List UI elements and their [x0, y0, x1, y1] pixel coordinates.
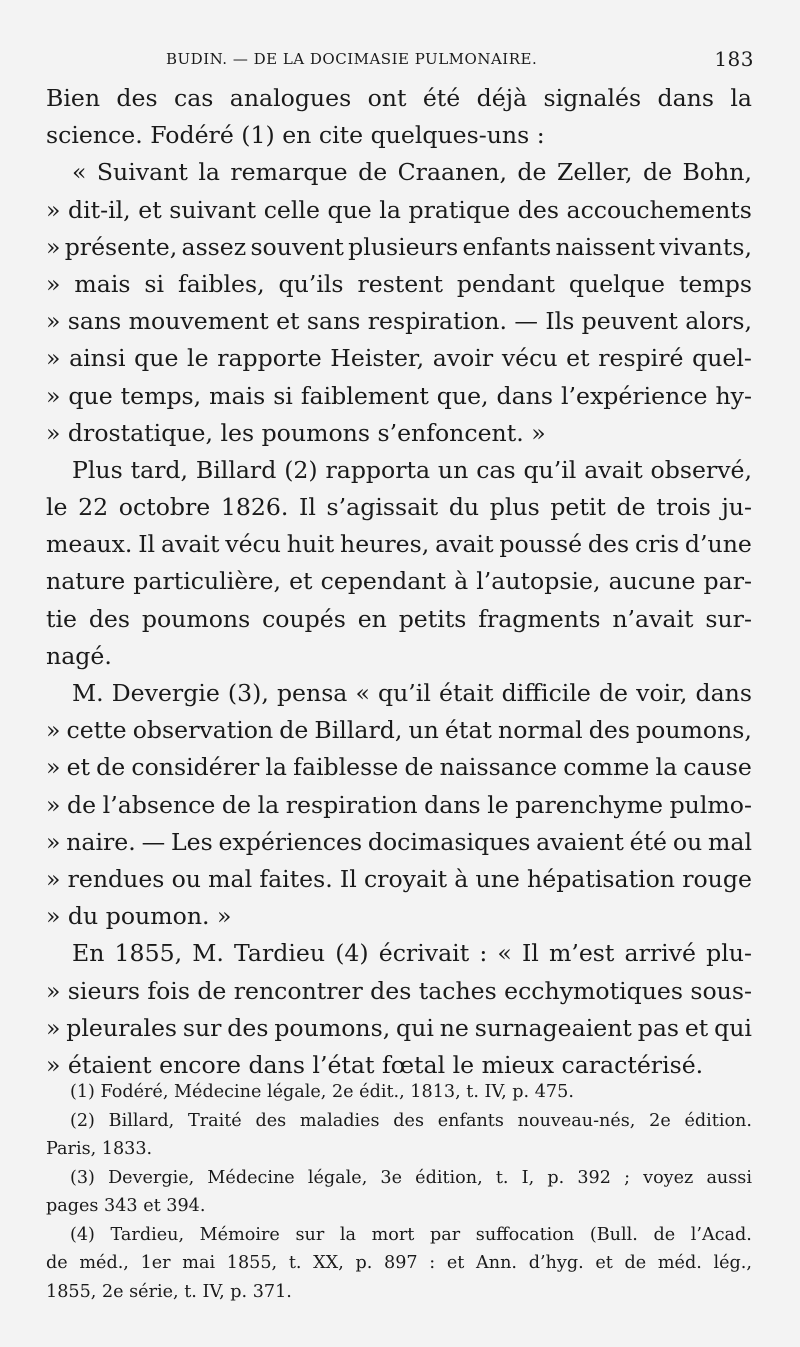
text-line: » rendues ou mal faites. Il croyait à une hépatisation rouge — [46, 864, 752, 893]
footnote-line: de méd., 1er mai 1855, t. XX, p. 897 : et Ann. d’hyg. et de méd. lég., — [46, 1253, 752, 1273]
text-line: M. Devergie (3), pensa « qu’il était difficile de voir, dans — [72, 679, 752, 707]
text-line: » cette observation de Billard, un état normal des poumons, — [46, 716, 752, 745]
running-title: BUDIN. — DE LA DOCIMASIE PULMONAIRE. — [166, 50, 538, 68]
footnote-line: (4) Tardieu, Mémoire sur la mort par suffocation (Bull. de l’Acad. — [70, 1224, 752, 1245]
text-line: » ainsi que le rapporte Heister, avoir vécu et respiré quel- — [46, 344, 752, 373]
text-line: » drostatique, les poumons s’enfoncent. » — [46, 418, 546, 447]
running-head — [46, 44, 754, 74]
text-line: » étaient encore dans l’état fœtal le mieux caractérisé. — [46, 1050, 704, 1079]
footnote-line: (2) Billard, Traité des maladies des enfants nouveau-nés, 2e édition. — [70, 1110, 752, 1131]
page-number: 183 — [714, 47, 754, 71]
text-line: » dit-il, et suivant celle que la pratique des accouchements — [46, 195, 752, 224]
text-line: Bien des cas analogues ont été déjà signalés dans la — [46, 84, 752, 112]
text-line: le 22 octobre 1826. Il s’agissait du plus petit de trois ju- — [46, 493, 752, 522]
text-line: Plus tard, Billard (2) rapporta un cas qu’il avait observé, — [72, 455, 752, 484]
text-line: nagé. — [46, 641, 112, 670]
text-line: En 1855, M. Tardieu (4) écrivait : « Il m’est arrivé plu- — [72, 939, 752, 968]
body-text — [46, 80, 752, 1084]
footnotes — [46, 1078, 752, 1306]
text-line: « Suivant la remarque de Craanen, de Zeller, de Bohn, — [72, 158, 752, 187]
text-line: nature particulière, et cependant à l’autopsie, aucune par- — [46, 567, 752, 596]
text-line: tie des poumons coupés en petits fragments n’avait sur- — [46, 604, 752, 633]
text-line: » sans mouvement et sans respiration. — Ils peuvent alors, — [46, 307, 752, 336]
footnote-line: (3) Devergie, Médecine légale, 3e édition, t. I, p. 392 ; voyez aussi — [70, 1167, 752, 1188]
text-line: » que temps, mais si faiblement que, dans l’expérience hy- — [46, 381, 752, 410]
text-line: » du poumon. » — [46, 902, 232, 931]
text-line: meaux. Il avait vécu huit heures, avait poussé des cris d’une — [46, 530, 752, 559]
text-line: » présente, assez souvent plusieurs enfants naissent vivants, — [46, 232, 752, 261]
text-line: » sieurs fois de rencontrer des taches ecchymotiques sous- — [46, 976, 752, 1005]
text-line: science. Fodéré (1) en cite quelques-uns : — [46, 121, 545, 150]
footnote-line: Paris, 1833. — [46, 1139, 153, 1159]
text-line: » et de considérer la faiblesse de naissance comme la cause — [46, 753, 752, 782]
footnote-line: (1) Fodéré, Médecine légale, 2e édit., 1813, t. IV, p. 475. — [70, 1082, 574, 1102]
text-line: » de l’absence de la respiration dans le parenchyme pulmo- — [46, 790, 752, 819]
text-line: » naire. — Les expériences docimasiques avaient été ou mal — [46, 827, 752, 856]
text-line: » pleurales sur des poumons, qui ne surnageaient pas et qui — [46, 1013, 752, 1042]
footnote-line: 1855, 2e série, t. IV, p. 371. — [46, 1281, 292, 1302]
text-line: » mais si faibles, qu’ils restent pendant quelque temps — [46, 269, 752, 298]
footnote-line: pages 343 et 394. — [46, 1196, 206, 1216]
